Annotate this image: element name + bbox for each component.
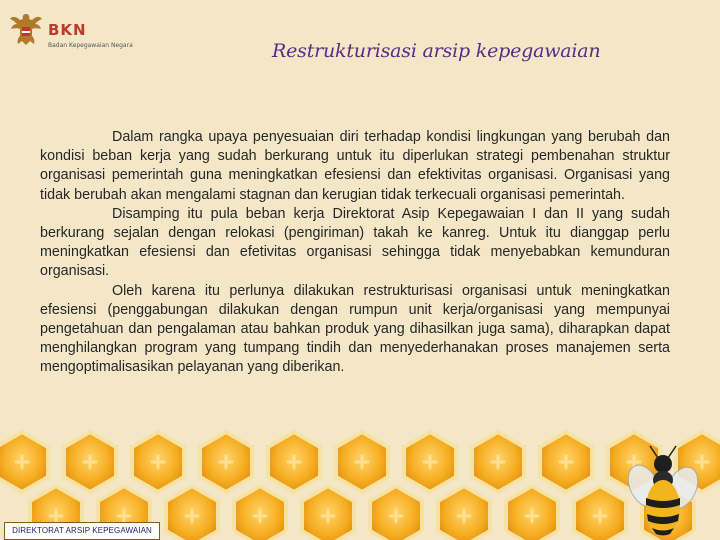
brand-name: BKN (48, 21, 87, 39)
bee-icon (618, 442, 708, 540)
slide-title: Restrukturisasi arsip kepegawaian (272, 40, 601, 62)
paragraph-3: Oleh karena itu perlunya dilakukan restrukturisasi organisasi untuk meningkatkan efesiensi (penggabungan dilakukan dengan rumpun unit kerja/organisasi yang mempunyai pengetahuan dan pengalaman atau bahkan produk yang dihasilkan juga sama), diharapkan dapat menghilangkan program yang tumpang tindih dan menyederhanakan proses manajemen serta mengoptimalisasikan pelayanan yang diberikan. (40, 282, 670, 376)
garuda-emblem-icon (8, 10, 44, 48)
body-text (40, 128, 670, 378)
bkn-logo (8, 10, 158, 50)
brand-subtitle: Badan Kepegawaian Negara (48, 42, 133, 49)
paragraph-2: Disamping itu pula beban kerja Direktorat Asip Kepegawaian I dan II yang sudah berkurang sejalan dengan relokasi (pengiriman) takah ke kanreg. Untuk itu dianggap perlu meningkatkan efesiensi dan efetivitas organisasi sehingga tidak menyebabkan kemunduran organisasi. (40, 205, 670, 280)
paragraph-1: Dalam rangka upaya penyesuaian diri terhadap kondisi lingkungan yang berubah dan kondisi beban kerja yang sudah berkurang untuk itu diperlukan strategi pembenahan struktur organisasi pemerintah guna meningkatkan efesiensi dan efektivitas organisasi. Organisasi yang tidak berubah akan mengalami stagnan dan kerugian tidak terkecuali organisasi pemerintah. (40, 129, 670, 203)
footer-label: DIREKTORAT ARSIP KEPEGAWAIAN (4, 522, 160, 540)
